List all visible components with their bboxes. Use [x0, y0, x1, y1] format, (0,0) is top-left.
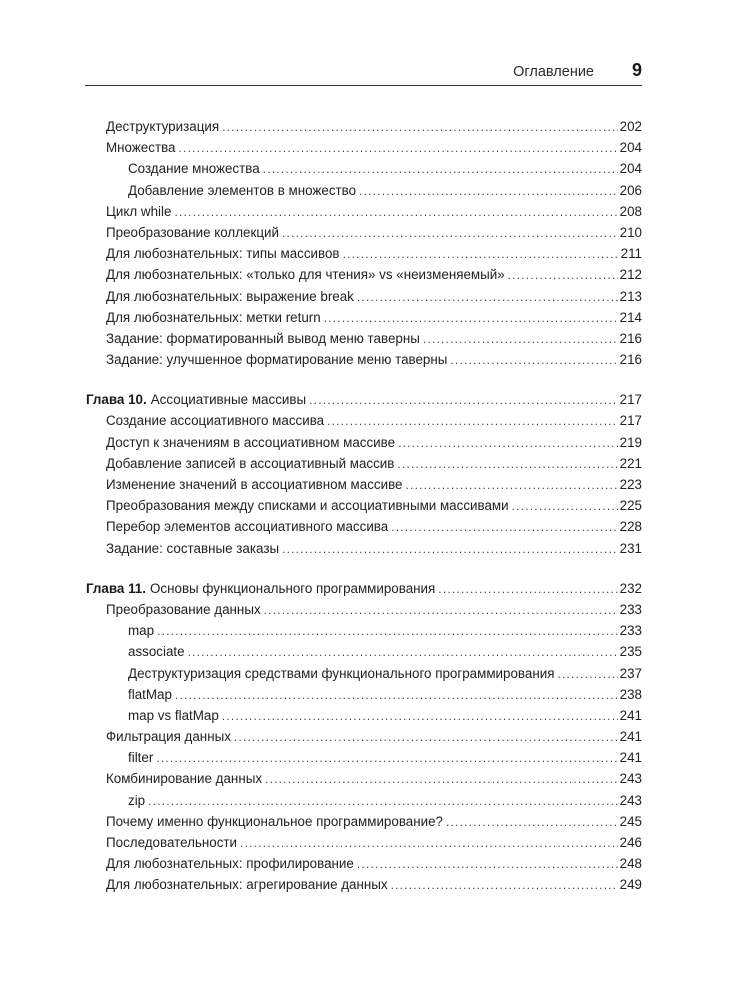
toc-section-entry[interactable] — [86, 832, 642, 853]
toc-page-number: 231 — [619, 540, 642, 556]
toc-section-entry[interactable] — [86, 222, 642, 243]
toc-page-number: 223 — [619, 477, 642, 492]
toc-section-entry[interactable] — [86, 538, 642, 559]
toc-entry-title — [106, 453, 394, 474]
toc-entry-title — [128, 705, 219, 726]
entry-title-text: Комбинирование данных — [106, 771, 263, 787]
dot-leader — [391, 517, 617, 538]
toc-section-entry[interactable] — [86, 516, 642, 537]
toc-entry-title — [106, 768, 262, 789]
toc-subsection-entry[interactable] — [86, 641, 642, 662]
toc-section-entry[interactable] — [86, 874, 642, 895]
entry-title-text: Деструктуризация средствами функционального программирования — [128, 665, 555, 681]
toc-section-entry[interactable] — [86, 495, 642, 516]
toc-entry-title — [106, 599, 261, 620]
toc-page-number: 213 — [619, 288, 642, 304]
toc-entry-title — [106, 432, 395, 453]
toc-entry-title — [106, 349, 447, 370]
toc-page-number: 232 — [619, 580, 642, 596]
dot-leader — [282, 223, 618, 244]
toc-page-number: 241 — [619, 707, 642, 723]
toc-entry-title — [106, 116, 219, 137]
toc-page-number: 221 — [619, 455, 642, 471]
chapter-spacer — [86, 559, 642, 578]
toc-page-number: 233 — [619, 601, 642, 617]
toc-page-number: 216 — [619, 330, 642, 346]
toc-entry-title — [128, 158, 260, 179]
toc-page-number: 233 — [619, 623, 642, 639]
toc-page-number: 243 — [619, 771, 642, 787]
toc-page-number: 212 — [619, 267, 642, 283]
toc-subsection-entry[interactable] — [86, 620, 642, 641]
dot-leader — [174, 202, 617, 223]
toc-entry-title — [86, 578, 435, 599]
toc-page-number: 246 — [619, 835, 642, 850]
running-title: Оглавление — [513, 64, 594, 80]
entry-title-text: Множества — [106, 140, 176, 156]
dot-leader — [188, 642, 618, 663]
toc-entry-title — [128, 620, 154, 641]
entry-title-text: Задание: форматированный вывод меню таверны — [106, 330, 420, 346]
toc-page-number: 211 — [620, 246, 642, 262]
toc-chapter-heading[interactable] — [86, 389, 642, 410]
toc-page-number: 216 — [619, 352, 642, 368]
dot-leader — [264, 600, 618, 621]
dot-leader — [222, 117, 618, 138]
toc-section-entry[interactable] — [86, 811, 642, 832]
toc-entry-title — [106, 286, 354, 307]
toc-page-number: 235 — [619, 644, 642, 660]
entry-title-text: Основы функционального программирования — [149, 580, 436, 596]
dot-leader — [423, 329, 618, 350]
dot-leader — [450, 350, 617, 371]
toc-page-number: 245 — [619, 813, 642, 829]
toc-section-entry[interactable] — [86, 853, 642, 874]
toc-page-number: 202 — [619, 119, 642, 134]
toc-entry-title — [106, 410, 324, 431]
toc-section-entry[interactable] — [86, 474, 642, 495]
toc-section-entry[interactable] — [86, 453, 642, 474]
toc-entry-title — [106, 328, 420, 349]
dot-leader — [508, 265, 618, 286]
entry-title-text: Для любознательных: выражение break — [106, 288, 354, 304]
toc-page-number: 249 — [619, 877, 642, 893]
chapter-spacer — [86, 370, 642, 389]
entry-title-text: Почему именно функциональное программирование? — [106, 813, 444, 829]
toc-section-entry[interactable] — [86, 349, 642, 370]
toc-subsection-entry[interactable] — [86, 158, 642, 179]
entry-title-text: Доступ к значениям в ассоциативном массиве — [106, 434, 396, 450]
toc-subsection-entry[interactable] — [86, 180, 642, 201]
dot-leader — [343, 244, 619, 265]
entry-title-text: Для любознательных: агрегирование данных — [106, 877, 388, 893]
toc-entry-title — [106, 243, 340, 264]
toc-entry-title — [128, 684, 172, 705]
toc-page-number: 237 — [619, 665, 642, 681]
toc-entry-title — [106, 853, 354, 874]
dot-leader — [359, 181, 618, 202]
toc-page-number: 241 — [619, 729, 642, 745]
toc-entry-title — [86, 389, 306, 410]
entry-title-text: Задание: улучшенное форматирование меню таверны — [106, 352, 448, 368]
entry-title-text: Создание ассоциативного массива — [106, 413, 325, 429]
toc-entry-title — [106, 874, 388, 895]
dot-leader — [148, 791, 618, 812]
entry-title-text: Для любознательных: типы массивов — [106, 246, 340, 262]
toc-entry-title — [128, 663, 554, 684]
dot-leader — [446, 812, 618, 833]
entry-title-text: Преобразование коллекций — [106, 224, 279, 240]
toc-page-number: 210 — [619, 224, 642, 240]
dot-leader — [265, 769, 618, 790]
dot-leader — [406, 475, 618, 496]
dot-leader — [263, 159, 618, 180]
toc-page-number: 248 — [619, 856, 642, 872]
toc-entry-title — [106, 137, 176, 158]
dot-leader — [398, 433, 618, 454]
toc-section-entry[interactable] — [86, 768, 642, 789]
toc-page-number: 214 — [619, 309, 642, 325]
entry-title-text: associate — [128, 644, 185, 660]
toc-page-number: 219 — [619, 434, 642, 450]
toc-entry-title — [106, 201, 171, 222]
dot-leader — [309, 390, 618, 411]
dot-leader — [175, 685, 618, 706]
entry-title-text: Ассоциативные массивы — [150, 392, 307, 408]
toc-section-entry[interactable] — [86, 264, 642, 285]
entry-title-text: Добавление записей в ассоциативный массив — [106, 455, 395, 471]
entry-title-text: Перебор элементов ассоциативного массива — [106, 519, 389, 535]
toc-entry-title — [106, 538, 279, 559]
entry-title-text: Цикл while — [106, 203, 172, 219]
toc-page-number: 217 — [619, 392, 642, 408]
toc-section-entry[interactable] — [86, 726, 642, 747]
page-header — [85, 58, 642, 86]
toc-subsection-entry[interactable] — [86, 684, 642, 705]
entry-title-text: Изменение значений в ассоциативном массиве — [106, 477, 403, 492]
entry-title-text: zip — [128, 792, 146, 808]
toc-section-entry[interactable] — [86, 201, 642, 222]
toc-page-number: 241 — [619, 750, 642, 766]
dot-leader — [391, 875, 618, 896]
toc-section-entry[interactable] — [86, 432, 642, 453]
entry-title-text: Деструктуризация — [106, 119, 220, 134]
dot-leader — [240, 833, 618, 854]
toc-subsection-entry[interactable] — [86, 747, 642, 768]
toc-entry-title — [128, 747, 153, 768]
entry-title-text: map vs flatMap — [128, 707, 219, 723]
toc-entry-title — [106, 726, 231, 747]
toc-section-entry[interactable] — [86, 599, 642, 620]
toc-entry-title — [106, 222, 279, 243]
toc-section-entry[interactable] — [86, 410, 642, 431]
dot-leader — [327, 411, 618, 432]
toc-section-entry[interactable] — [86, 286, 642, 307]
toc-entry-title — [106, 811, 443, 832]
toc-page-number: 217 — [619, 413, 642, 429]
entry-title-text: Фильтрация данных — [106, 729, 231, 745]
chapter-number: Глава 11. — [86, 580, 146, 596]
toc-subsection-entry[interactable] — [86, 663, 642, 684]
toc-entry-title — [106, 516, 388, 537]
toc-page-number: 238 — [619, 686, 642, 702]
entry-title-text: filter — [128, 750, 154, 766]
dot-leader — [222, 706, 618, 727]
toc-page-number: 243 — [619, 792, 642, 808]
entry-title-text: map — [128, 623, 155, 639]
page-number: 9 — [631, 60, 642, 80]
dot-leader — [438, 579, 617, 600]
entry-title-text: Преобразование данных — [106, 601, 261, 617]
entry-title-text: Последовательности — [106, 835, 238, 850]
toc-entry-title — [128, 180, 356, 201]
toc-entry-title — [106, 495, 509, 516]
toc-subsection-entry[interactable] — [86, 705, 642, 726]
dot-leader — [324, 308, 618, 329]
dot-leader — [397, 454, 617, 475]
toc-page-number: 208 — [619, 203, 642, 219]
chapter-number: Глава 10. — [86, 392, 147, 408]
toc-entry-title — [106, 264, 505, 285]
table-of-contents — [86, 116, 642, 896]
entry-title-text: Создание множества — [128, 161, 260, 177]
dot-leader — [512, 496, 618, 517]
dot-leader — [357, 854, 618, 875]
toc-section-entry[interactable] — [86, 116, 642, 137]
dot-leader — [156, 748, 617, 769]
toc-page-number: 225 — [619, 498, 642, 514]
dot-leader — [282, 539, 618, 560]
toc-section-entry[interactable] — [86, 137, 642, 158]
toc-entry-title — [106, 307, 321, 328]
toc-section-entry[interactable] — [86, 328, 642, 349]
toc-entry-title — [106, 474, 403, 495]
dot-leader — [179, 138, 618, 159]
entry-title-text: Преобразования между списками и ассоциативными массивами — [106, 498, 509, 514]
entry-title-text: Добавление элементов в множество — [128, 182, 357, 198]
dot-leader — [157, 621, 618, 642]
entry-title-text: Задание: составные заказы — [106, 540, 280, 556]
toc-section-entry[interactable] — [86, 307, 642, 328]
toc-entry-title — [128, 641, 185, 662]
entry-title-text: Для любознательных: метки return — [106, 309, 321, 325]
toc-page-number: 204 — [619, 140, 642, 156]
dot-leader — [234, 727, 618, 748]
dot-leader — [357, 287, 618, 308]
dot-leader — [557, 664, 617, 685]
toc-chapter-heading[interactable] — [86, 578, 642, 599]
toc-entry-title — [128, 790, 145, 811]
toc-subsection-entry[interactable] — [86, 790, 642, 811]
entry-title-text: Для любознательных: профилирование — [106, 856, 354, 872]
entry-title-text: Для любознательных: «только для чтения» vs «неизменяемый» — [106, 267, 505, 283]
toc-page-number: 206 — [619, 182, 642, 198]
toc-entry-title — [106, 832, 237, 853]
toc-section-entry[interactable] — [86, 243, 642, 264]
toc-page-number: 228 — [619, 519, 642, 535]
entry-title-text: flatMap — [128, 686, 172, 702]
toc-page-number: 204 — [619, 161, 642, 177]
